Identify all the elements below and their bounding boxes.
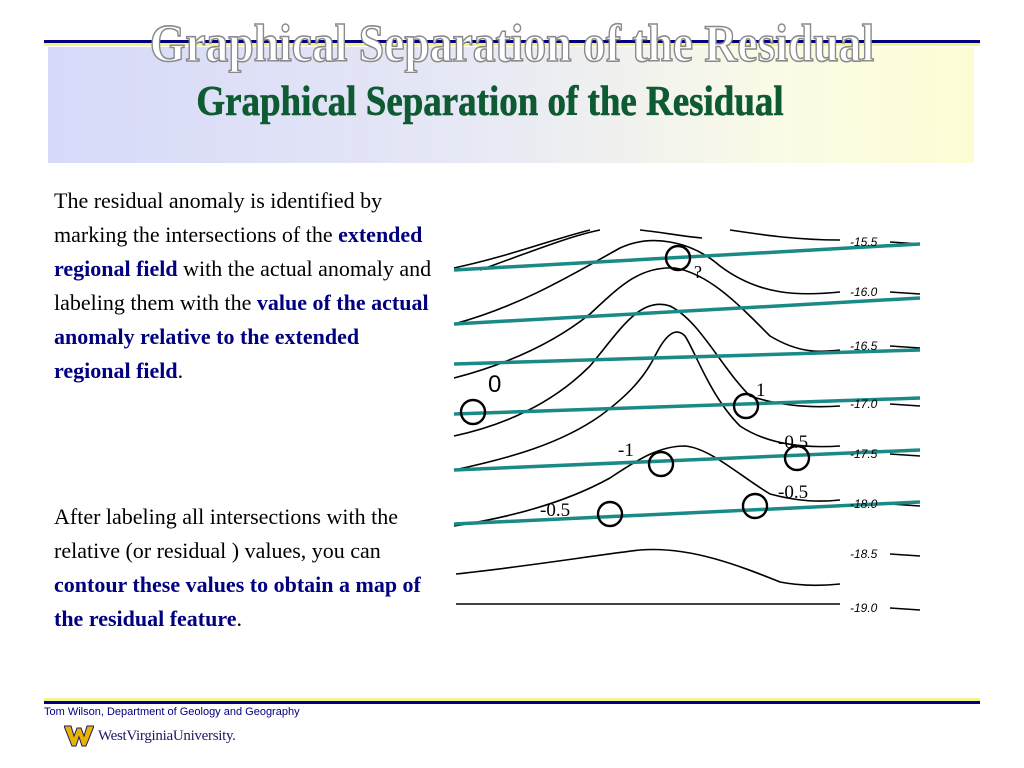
footer-rule <box>44 698 980 704</box>
contour-tick-6 <box>890 554 920 556</box>
intersection-marker-4 <box>649 452 673 476</box>
residual-label-5: -0.5 <box>540 500 571 521</box>
contour-label-0: -15.5 <box>850 235 878 249</box>
intersection-marker-5 <box>598 502 622 526</box>
contour-line-3 <box>640 230 702 238</box>
wvu-flying-wv-icon <box>64 724 94 748</box>
para2-run-1: contour these values to obtain a map of the residual feature <box>54 572 421 631</box>
residual-label-3: -0.5 <box>778 432 809 453</box>
para1-run-0: The residual anomaly is identified by marking the intersections of the <box>54 188 383 247</box>
contour-tick-2 <box>890 346 920 348</box>
residual-label-0: ? <box>694 262 702 282</box>
intersection-marker-6 <box>743 494 767 518</box>
title-shadow-text: Graphical Separation of the Residual <box>149 15 875 73</box>
para2-run-2: . <box>236 606 242 631</box>
contour-tick-4 <box>890 454 920 456</box>
slide-title: Graphical Separation of the Residual <box>196 79 784 125</box>
para1-run-1: extended regional field <box>54 222 423 281</box>
contour-label-3: -17.0 <box>850 397 878 411</box>
paragraph-intersections <box>54 184 434 388</box>
contour-tick-3 <box>890 404 920 406</box>
contour-map-figure <box>440 226 940 626</box>
residual-value-labels <box>488 262 808 521</box>
regional-line-1 <box>454 298 920 324</box>
residual-label-2: 1 <box>756 380 766 401</box>
residual-label-6: -0.5 <box>778 482 809 503</box>
residual-label-4: -1 <box>618 440 634 461</box>
residual-label-1: 0 <box>488 371 502 398</box>
wvu-logo <box>64 724 236 748</box>
contour-tick-7 <box>890 608 920 610</box>
para1-run-2: with the actual anomaly and labeling them with the <box>54 256 432 315</box>
footer-credit: Tom Wilson, Department of Geology and Geography <box>44 706 300 718</box>
contour-label-5: -18.0 <box>850 497 878 511</box>
para2-run-0: After labeling all intersections with the relative (or residual ) values, you can <box>54 504 398 563</box>
para1-run-4: . <box>177 358 184 383</box>
contour-label-2: -16.5 <box>850 339 878 353</box>
contour-line-9 <box>456 549 840 585</box>
contour-value-labels <box>850 235 878 615</box>
contour-line-1 <box>730 230 840 240</box>
wvu-logo-text: WestVirginiaUniversity. <box>98 727 236 744</box>
contour-label-4: -17.5 <box>850 447 878 461</box>
contour-tick-1 <box>890 292 920 294</box>
para1-run-3: value of the actual anomaly relative to the extended regional field <box>54 290 429 383</box>
contour-label-6: -18.5 <box>850 547 878 561</box>
paragraph-contour-residual <box>54 500 434 636</box>
contour-label-7: -19.0 <box>850 601 878 615</box>
contour-label-1: -16.0 <box>850 285 878 299</box>
